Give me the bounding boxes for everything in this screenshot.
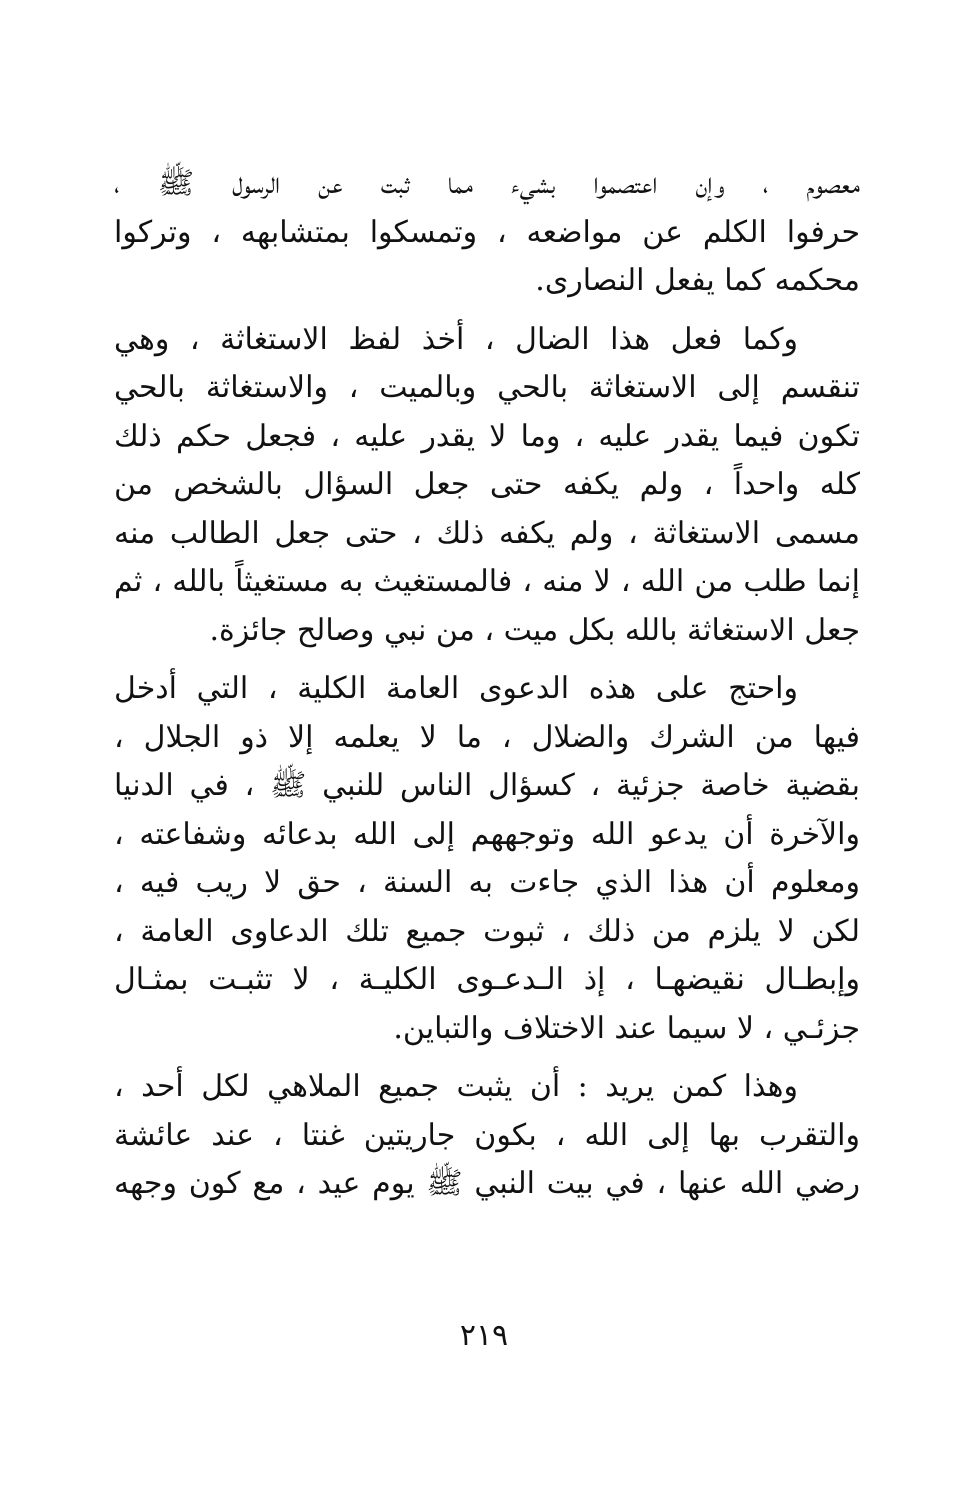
paragraph-1 <box>114 160 860 306</box>
text-line: واحتج على هذه الدعوى العامة الكلية ، التي أدخل <box>114 671 798 706</box>
text-line: بقضية خاصة جزئية ، كسؤال الناس للنبي ﷺ ، في الدنيا <box>114 768 860 803</box>
text-line: جعل الاستغاثة بالله بكل ميت ، من نبي وصالح جائزة. <box>209 612 860 648</box>
text-line: وإبطـال نقيضهـا ، إذ الـدعـوى الكليـة ، لا تثبـت بمثـال <box>114 962 860 997</box>
text-line: تنقسم إلى الاستغاثة بالحي وبالميت ، والاستغاثة بالحي <box>114 370 860 405</box>
paragraph-2 <box>114 316 860 656</box>
text-line: معصوم ، وإن اعتصموا بشيء مما ثبت عن الرسول ﷺ ، <box>114 166 860 201</box>
text-line: والآخرة أن يدعو الله وتوجههم إلى الله بدعائه وشفاعته ، <box>114 816 860 852</box>
paragraph-4 <box>114 1063 860 1209</box>
text-line: حرفوا الكلم عن مواضعه ، وتمسكوا بمتشابهه ، وتركوا <box>114 214 860 250</box>
text-line: وكما فعل هذا الضال ، أخذ لفظ الاستغاثة ، وهي <box>114 321 798 357</box>
text-line: محكمه كما يفعل النصارى. <box>535 263 860 298</box>
text-line: كله واحداً ، ولم يكفه حتى جعل السؤال بالشخص من <box>114 467 860 502</box>
text-line: تكون فيما يقدر عليه ، وما لا يقدر عليه ، فجعل حكم ذلك <box>114 418 860 454</box>
text-line: ومعلوم أن هذا الذي جاءت به السنة ، حق لا ريب فيه ، <box>114 865 860 900</box>
page-number: ٢١٩ <box>459 1318 509 1353</box>
page-body <box>114 160 860 1219</box>
text-line: وهذا كمن يريد : أن يثبت جميع الملاهي لكل أحد ، <box>114 1069 798 1104</box>
text-line: لكن لا يلزم من ذلك ، ثبوت جميع تلك الدعاوى العامة ، <box>114 913 860 949</box>
text-line: فيها من الشرك والضلال ، ما لا يعلمه إلا ذو الجلال ، <box>114 719 860 755</box>
text-line: إنما طلب من الله ، لا منه ، فالمستغيث به مستغيثاً بالله ، ثم <box>114 564 860 599</box>
text-line: رضي الله عنها ، في بيت النبي ﷺ يوم عيد ، مع كون وجهه <box>114 1166 860 1201</box>
text-line: والتقرب بها إلى الله ، بكون جاريتين غنتا ، عند عائشة <box>114 1117 860 1153</box>
text-line: جزئـي ، لا سيما عند الاختلاف والتباين. <box>393 1010 860 1046</box>
paragraph-3 <box>114 665 860 1053</box>
text-line: مسمى الاستغاثة ، ولم يكفه ذلك ، حتى جعل الطالب منه <box>114 515 860 551</box>
